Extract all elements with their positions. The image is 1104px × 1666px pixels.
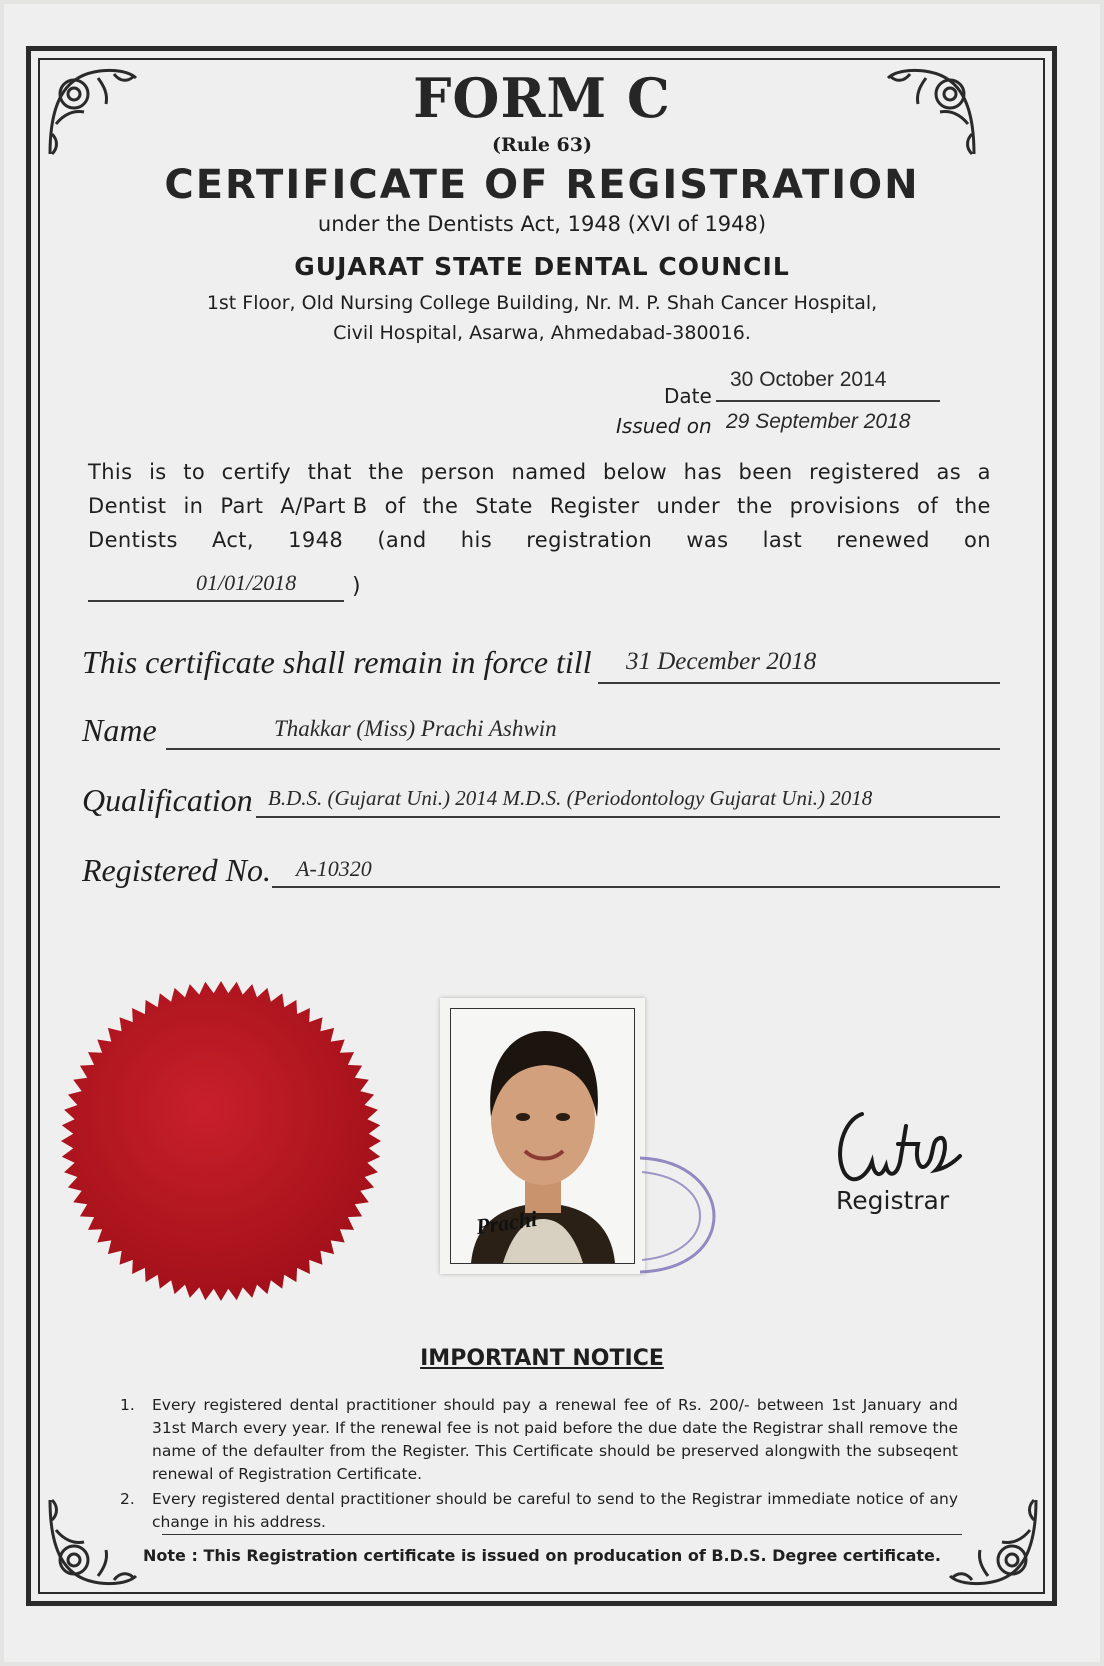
notice-item-1 [120,1394,960,1490]
registrar-label: Registrar [836,1186,950,1215]
certify-word: the [422,494,459,518]
certificate-title: CERTIFICATE OF REGISTRATION [164,162,920,208]
certify-line-3 [88,528,991,552]
act-reference: under the Dentists Act, 1948 (XVI of 1948) [317,212,767,236]
certify-word: in [183,494,204,518]
registered-no-value: A-10320 [296,856,372,881]
notice-title-text: IMPORTANT NOTICE [420,1346,664,1371]
certify-word: registration [526,528,653,552]
address-line-1: 1st Floor, Old Nursing College Building, Nr. M. P. Shah Cancer Hospital, [206,292,878,314]
rule-reference: (Rule 63) [492,134,592,156]
certify-word: Dentist [88,494,167,518]
certify-word: (and [377,528,427,552]
force-label: This certificate shall remain in force till [82,644,592,680]
certify-word: the [368,460,405,484]
certify-word: A/Part B [280,494,368,518]
certify-word: Act, [211,528,254,552]
certify-word: is [149,460,167,484]
certify-word: the [955,494,991,518]
certify-word: his [460,528,493,552]
certify-word: registered [809,460,920,484]
certify-word: certify [221,460,292,484]
certify-word: that [307,460,352,484]
certify-word: Dentists [88,528,178,552]
address-line-2: Civil Hospital, Asarwa, Ahmedabad-380016. [333,322,751,344]
qualification-label: Qualification [82,782,253,818]
certify-line-2 [88,494,991,518]
notice-item-number: 1. [120,1396,135,1414]
certify-word: to [183,460,206,484]
registered-no-underline [272,854,1000,888]
registrar-signature-icon [826,1100,966,1190]
certify-word: last [762,528,803,552]
name-value: Thakkar (Miss) Prachi Ashwin [274,716,557,741]
footer-note: Note : This Registration certificate is issued on producation of B.D.S. Degree certificate. [143,1546,941,1565]
certify-line-1 [88,460,991,484]
certify-word: below [602,460,668,484]
certify-word: as [936,460,962,484]
force-value: 31 December 2018 [626,648,817,675]
certify-word: on [963,528,991,552]
notice-item-number: 2. [120,1490,135,1508]
date-label: Date [664,384,712,408]
certify-word: State [475,494,533,518]
certify-word: of [384,494,406,518]
photo-signature: Prachi [474,1205,539,1240]
ornament-corner-bottom-right-icon [946,1494,1042,1590]
certify-word: the [737,494,773,518]
note-divider [162,1534,962,1535]
certify-word: a [977,460,991,484]
notice-title [40,1346,1044,1371]
form-title: FORM C [413,66,671,130]
registrar-stamp-icon [630,1150,720,1280]
certify-word: named [511,460,587,484]
notice-item-text: Every registered dental practitioner should be careful to send to the Registrar immediate notice of any change in his address. [152,1490,958,1531]
qualification-value: B.D.S. (Gujarat Uni.) 2014 M.D.S. (Periodontology Gujarat Uni.) 2018 [268,786,873,810]
issued-on-value: 29 September 2018 [726,410,911,433]
certify-word: provisions [789,494,901,518]
date-value: 30 October 2014 [730,368,887,391]
name-label: Name [82,712,157,748]
certify-word: of [917,494,939,518]
certify-word: been [738,460,793,484]
certify-word: has [683,460,722,484]
notice-item-text: Every registered dental practitioner should pay a renewal fee of Rs. 200/- between 1st January and 31st March every year. If the renewal fee is not paid before the due date the Registrar shall remove the name of the defaulter from the Register. This Certificate should be preserved alongwith the subseqent renewal of Registration Certificate. [152,1396,958,1483]
certify-word: Part [220,494,264,518]
council-name: GUJARAT STATE DENTAL COUNCIL [294,252,790,281]
photo-frame [440,998,645,1274]
certify-word: was [686,528,729,552]
certify-word: 1948 [288,528,344,552]
certify-word: person [420,460,495,484]
renewed-close-paren: ) [352,574,361,599]
certify-word: under [656,494,721,518]
certify-word: This [88,460,133,484]
red-seal-icon [56,976,386,1306]
registered-no-label: Registered No. [82,852,271,888]
issued-on-label: Issued on [616,414,712,438]
notice-item-2 [120,1488,960,1536]
certify-word: renewed [836,528,930,552]
renewed-value: 01/01/2018 [196,570,297,595]
certify-word: Register [549,494,640,518]
